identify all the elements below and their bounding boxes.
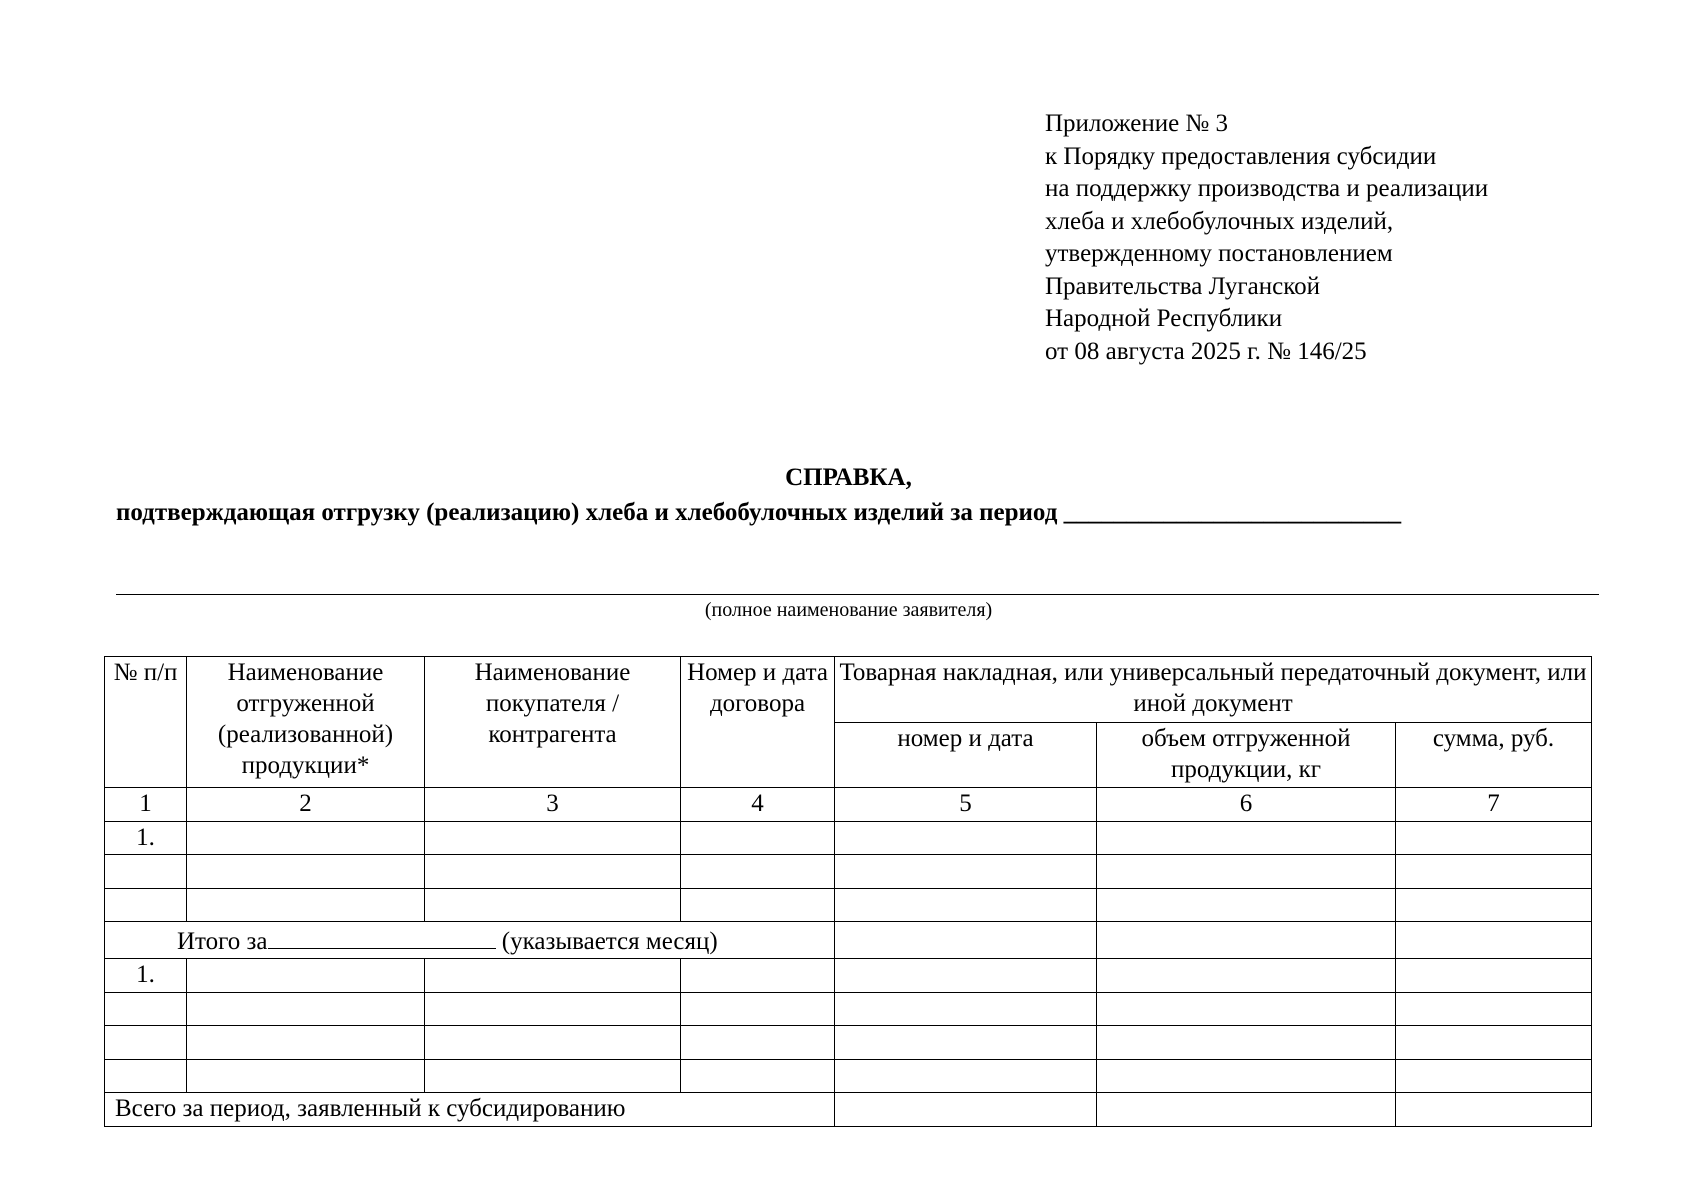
table-cell[interactable] [1396, 888, 1592, 922]
table-cell[interactable] [1396, 959, 1592, 993]
header-col5: номер и дата [835, 723, 1097, 788]
table-cell[interactable] [187, 1026, 425, 1060]
table-cell[interactable] [425, 992, 681, 1026]
table-cell[interactable] [681, 1059, 835, 1093]
table-cell[interactable] [835, 888, 1097, 922]
header-document-group: Товарная накладная, или универсальный передаточный документ, или иной документ [835, 657, 1592, 723]
table-cell[interactable] [187, 959, 425, 993]
column-number: 4 [681, 788, 835, 822]
table-row [105, 959, 1592, 993]
table-cell[interactable] [835, 855, 1097, 889]
table-cell[interactable] [1097, 1026, 1396, 1060]
table-cell[interactable] [425, 888, 681, 922]
table-cell[interactable] [187, 992, 425, 1026]
appendix-block [1045, 108, 1488, 368]
table-cell[interactable] [425, 1059, 681, 1093]
table-cell[interactable] [1396, 855, 1592, 889]
table-row [105, 992, 1592, 1026]
table-cell[interactable] [1097, 888, 1396, 922]
table-cell[interactable] [1097, 992, 1396, 1026]
table-cell[interactable] [835, 821, 1097, 855]
table-cell[interactable] [105, 1059, 187, 1093]
table-cell[interactable] [681, 959, 835, 993]
applicant-caption: (полное наименование заявителя) [704, 599, 993, 621]
table-cell[interactable] [1097, 959, 1396, 993]
table-cell[interactable] [1097, 855, 1396, 889]
table-cell[interactable] [835, 1093, 1097, 1127]
table-cell[interactable] [835, 922, 1097, 959]
column-number: 5 [835, 788, 1097, 822]
table-cell[interactable] [681, 1026, 835, 1060]
appendix-line: хлеба и хлебобулочных изделий, [1045, 207, 1394, 235]
appendix-line: от 08 августа 2025 г. № 146/25 [1045, 337, 1367, 365]
table-row [105, 855, 1592, 889]
table-cell[interactable] [681, 992, 835, 1026]
table-cell[interactable] [835, 959, 1097, 993]
table-row [105, 1026, 1592, 1060]
table-cell[interactable] [835, 1059, 1097, 1093]
appendix-line: на поддержку производства и реализации [1045, 175, 1489, 202]
applicant-name-line [116, 594, 1599, 595]
subtotal-suffix: (указывается месяц) [501, 928, 718, 955]
appendix-line: к Порядку предоставления субсидии [1045, 142, 1437, 170]
header-col7: сумма, руб. [1396, 723, 1592, 788]
document-subtitle: подтверждающая отгрузку (реализацию) хлеба и хлебобулочных изделий за период ___________________________ [116, 499, 1402, 526]
row-number: 1. [105, 821, 187, 855]
document-title: СПРАВКА, [785, 464, 912, 491]
table-cell[interactable] [835, 992, 1097, 1026]
table-cell[interactable] [425, 1026, 681, 1060]
header-col2: Наименование отгруженной (реализованной) продукции* [187, 657, 425, 788]
appendix-line: Приложение № 3 [1045, 110, 1229, 137]
table-cell[interactable] [681, 888, 835, 922]
table-cell[interactable] [1396, 922, 1592, 959]
column-number: 1 [105, 788, 187, 822]
table-cell[interactable] [187, 821, 425, 855]
header-col1: № п/п [105, 657, 187, 788]
table-cell[interactable] [1396, 992, 1592, 1026]
header-row [105, 657, 1592, 723]
appendix-line: Правительства Луганской [1045, 272, 1320, 300]
table-cell[interactable] [1097, 821, 1396, 855]
table-cell[interactable] [1097, 1093, 1396, 1127]
table-cell[interactable] [187, 855, 425, 889]
subtotal-prefix: Итого за [177, 928, 268, 955]
table-row [105, 888, 1592, 922]
total-label: Всего за период, заявленный к субсидированию [105, 1093, 835, 1127]
table-cell[interactable] [425, 959, 681, 993]
shipment-table [104, 656, 1592, 1127]
table-cell[interactable] [1097, 922, 1396, 959]
subtotal-label [105, 922, 835, 959]
table-cell[interactable] [187, 1059, 425, 1093]
table-cell[interactable] [105, 855, 187, 889]
table-cell[interactable] [425, 821, 681, 855]
table-cell[interactable] [1396, 1093, 1592, 1127]
appendix-line: утвержденному постановлением [1045, 240, 1393, 267]
column-number: 6 [1097, 788, 1396, 822]
table-cell[interactable] [425, 855, 681, 889]
table-cell[interactable] [105, 992, 187, 1026]
column-number: 7 [1396, 788, 1592, 822]
table-cell[interactable] [681, 855, 835, 889]
table-cell[interactable] [835, 1026, 1097, 1060]
appendix-line: Народной Республики [1045, 305, 1283, 332]
column-number: 3 [425, 788, 681, 822]
table-cell[interactable] [1097, 1059, 1396, 1093]
column-number-row [105, 788, 1592, 822]
table-row [105, 821, 1592, 855]
total-row [105, 1093, 1592, 1127]
row-number: 1. [105, 959, 187, 993]
table-cell[interactable] [1396, 1059, 1592, 1093]
subtotal-row [105, 922, 1592, 959]
table-cell[interactable] [1396, 821, 1592, 855]
table-row [105, 1059, 1592, 1093]
header-col4: Номер и дата договора [681, 657, 835, 788]
header-col6: объем отгруженной продукции, кг [1097, 723, 1396, 788]
table-cell[interactable] [681, 821, 835, 855]
table-cell[interactable] [105, 1026, 187, 1060]
month-fill-line[interactable] [268, 922, 496, 949]
table-cell[interactable] [105, 888, 187, 922]
table-cell[interactable] [187, 888, 425, 922]
column-number: 2 [187, 788, 425, 822]
header-col3: Наименование покупателя / контрагента [425, 657, 681, 788]
table-cell[interactable] [1396, 1026, 1592, 1060]
